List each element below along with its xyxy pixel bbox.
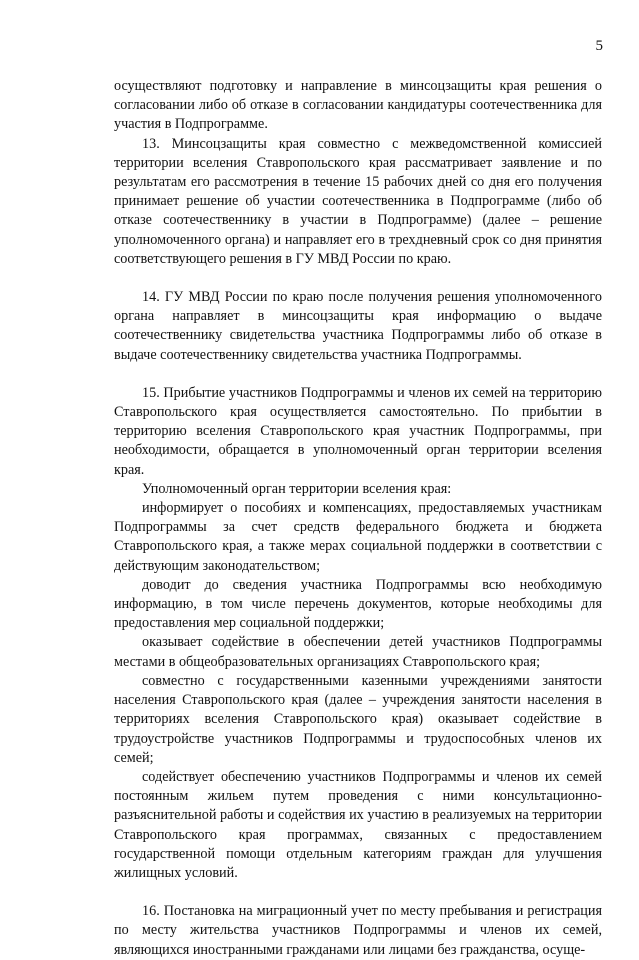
page-number: 5 (595, 38, 603, 54)
document-body (114, 77, 602, 960)
paragraph: 14. ГУ МВД России по краю после получения решения уполномоченного органа направляет в минсоцзащиты края информацию о выдаче соотечественнику свидетельства участника Подпрограммы либо об отказе в выдаче соотечественнику свидетельства участника Подпрограммы. (114, 289, 602, 363)
paragraph: 13. Минсоцзащиты края совместно с межведомственной комиссией территории вселения Ставропольского края рассматривает заявление и по результатам его рассмотрения в течение 15 рабочих дней со дня его получения принимает решение об участии соотечественника в Подпрограмме (либо об отказе соотечественнику в участии в Подпрограмме) (далее – решение уполномоченного органа) и направляет его в трехдневный срок со дня принятия соответствующего решения в ГУ МВД России по краю. (114, 135, 602, 267)
paragraph: Уполномоченный орган территории вселения края: (142, 480, 452, 497)
paragraph: 15. Прибытие участников Подпрограммы и членов их семей на территорию Ставропольского края осуществляется самостоятельно. По прибытии в территорию вселения Ставропольского края участник Подпрограммы, при необходимости, обращается в уполномоченный орган территории вселения края. (114, 384, 602, 478)
paragraph: оказывает содействие в обеспечении детей участников Подпрограммы местами в общеобразовательных организациях Ставропольского края; (114, 634, 602, 670)
paragraph: информирует о пособиях и компенсациях, предоставляемых участникам Подпрограммы за счет средств федерального бюджета и бюджета Ставропольского края, а также мерах социальной поддержки в соответствии с действующим законодательством; (114, 500, 602, 574)
paragraph: совместно с государственными казенными учреждениями занятости населения Ставропольского края (далее – учреждения занятости населения в территориях вселения Ставропольского края) оказывает содействие в трудоустройстве участников Подпрограммы и трудоспособных членов их семей; (114, 672, 602, 766)
paragraph: осуществляют подготовку и направление в минсоцзащиты края решения о согласовании либо об отказе в согласовании кандидатуры соотечественника для участия в Подпрограмме. (114, 78, 602, 133)
paragraph: 16. Постановка на миграционный учет по месту пребывания и регистрация по месту жительства участников Подпрограммы и членов их семей, являющихся иностранными гражданами или лицами без гражданства, осуще- (114, 903, 602, 958)
paragraph: доводит до сведения участника Подпрограммы всю необходимую информацию, в том числе перечень документов, которые необходимы для предоставления мер социальной поддержки; (114, 576, 602, 632)
paragraph: содействует обеспечению участников Подпрограммы и членов их семей постоянным жильем путем проведения с ними консультационно-разъяснительной работы и содействия их участию в реализуемых на территории Ставропольского края программах, связанных с предоставлением государственной помощи отдельным категориям граждан для улучшения жилищных условий. (114, 768, 602, 881)
